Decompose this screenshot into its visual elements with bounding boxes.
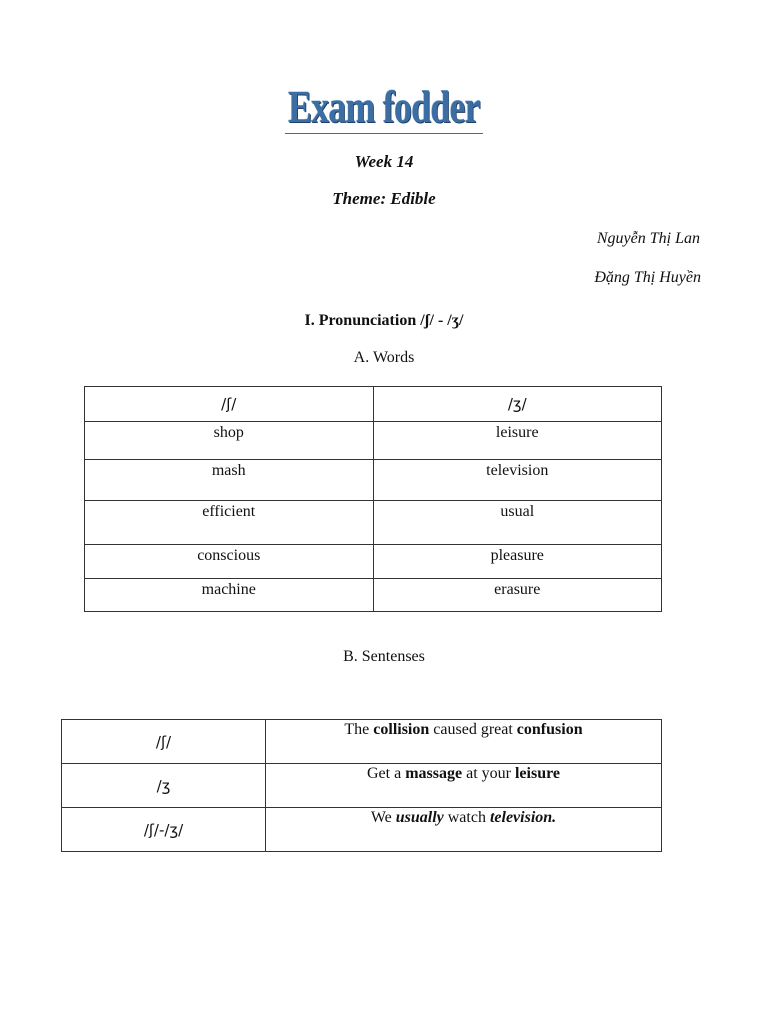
word-cell: leisure [373, 422, 662, 460]
sentences-table [61, 719, 662, 852]
word-cell: erasure [373, 579, 662, 612]
table-row [85, 460, 662, 501]
emphasis-word: leisure [514, 765, 560, 782]
word-cell: shop [85, 422, 374, 460]
word-cell: usual [373, 501, 662, 545]
author-1: Nguyễn Thị Lan [596, 230, 700, 247]
part-a-heading: A. Words [353, 349, 415, 366]
sound-cell: /ʃ/-/ʒ/ [62, 808, 266, 852]
header-sh: /ʃ/ [85, 387, 374, 422]
words-table [84, 386, 662, 612]
word-cell: television [373, 460, 662, 501]
document-title: Exam fodder [285, 82, 483, 134]
sound-cell: /ʃ/ [62, 720, 266, 764]
table-row [62, 764, 662, 808]
table-row [85, 545, 662, 579]
section-heading: I. Pronunciation /ʃ/ - /ʒ/ [304, 312, 464, 329]
author-2: Đặng Thị Huyền [594, 269, 701, 286]
words-table-header [85, 387, 662, 422]
header-zh: /ʒ/ [373, 387, 662, 422]
week-label: Week 14 [354, 152, 414, 171]
sentence-cell: The collision caused great confusion [266, 720, 662, 764]
word-cell: pleasure [373, 545, 662, 579]
word-cell: efficient [85, 501, 374, 545]
emphasis-word: collision [373, 721, 430, 738]
emphasis-word: usually [395, 809, 444, 826]
word-cell: mash [85, 460, 374, 501]
theme-label: Theme: Edible [332, 189, 436, 208]
emphasis-word: television. [489, 809, 557, 826]
table-row [62, 808, 662, 852]
sentence-cell: Get a massage at your leisure [266, 764, 662, 808]
part-b-heading: B. Sentenses [343, 648, 425, 665]
title-container [0, 82, 768, 134]
emphasis-word: confusion [516, 721, 583, 738]
word-cell: conscious [85, 545, 374, 579]
sentence-cell: We usually watch television. [266, 808, 662, 852]
table-row [85, 422, 662, 460]
table-row [85, 579, 662, 612]
table-row [85, 501, 662, 545]
sound-cell: /ʒ [62, 764, 266, 808]
emphasis-word: massage [405, 765, 463, 782]
word-cell: machine [85, 579, 374, 612]
table-row [62, 720, 662, 764]
